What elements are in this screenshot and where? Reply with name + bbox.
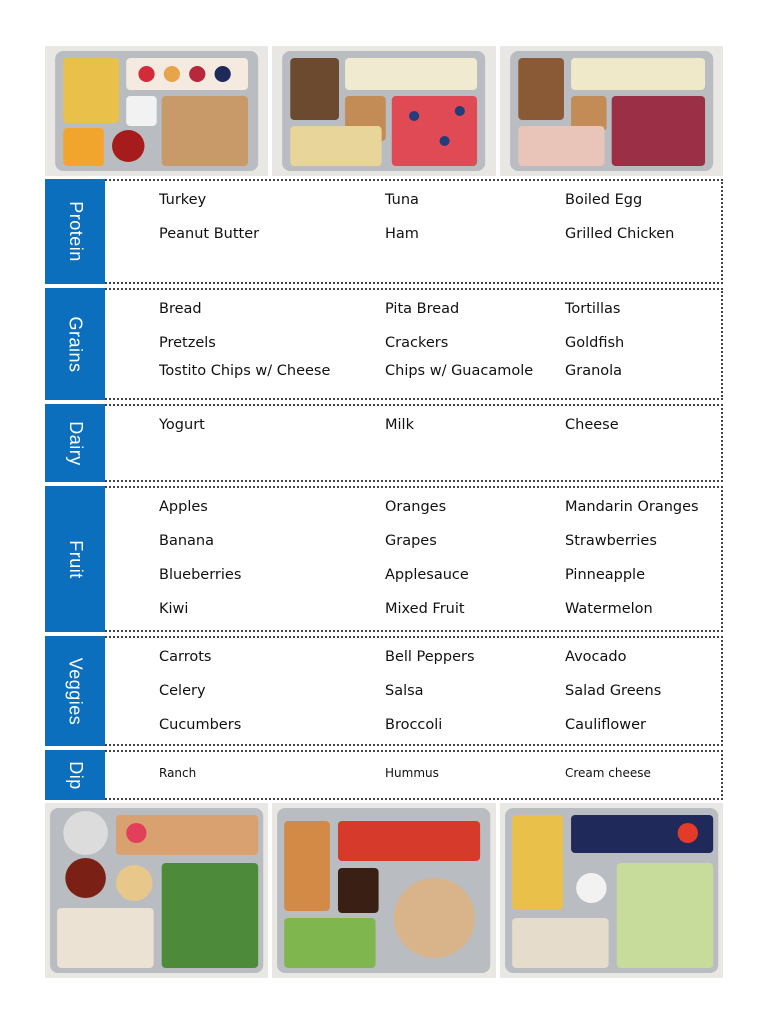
food-item: Banana [159,533,214,549]
food-item: Pretzels [159,335,216,351]
section-label [45,486,105,632]
section-grains [45,288,723,400]
food-item: Salad Greens [565,683,662,699]
food-item: Granola [565,363,623,379]
section-label [45,636,105,746]
food-item: Mixed Fruit [385,601,465,617]
food-item: Pita Bread [385,301,460,317]
food-item: Tortillas [565,301,621,317]
bottom-photo-strip [45,803,723,978]
item-row [105,558,721,592]
item-row [105,592,721,626]
item-row [105,292,721,326]
section-label-text: Dairy [65,420,86,466]
item-row [105,490,721,524]
item-row [105,217,721,251]
section-label [45,404,105,482]
item-row [105,640,721,674]
section-fruit [45,486,723,632]
food-item: Hummus [385,766,439,780]
section-label [45,288,105,400]
food-item: Boiled Egg [565,192,643,208]
food-item: Ham [385,226,419,242]
food-item: Pinneapple [565,567,645,583]
food-item: Turkey [159,192,207,208]
food-item: Bell Peppers [385,649,475,665]
section-protein [45,179,723,284]
item-row [105,708,721,742]
section-label-text: Grains [65,315,86,373]
food-item: Broccoli [385,717,443,733]
food-item: Cucumbers [159,717,242,733]
section-items [105,288,723,400]
food-item: Peanut Butter [159,226,260,242]
top-photo-strip [45,46,723,176]
food-item: Tuna [385,192,419,208]
food-item: Salsa [385,683,424,699]
food-item: Cheese [565,417,619,433]
section-label-text: Veggies [65,657,86,725]
section-label [45,179,105,284]
item-row [105,360,721,382]
food-item: Cream cheese [565,766,651,780]
food-item: Goldfish [565,335,625,351]
section-items [105,404,723,482]
food-item: Grapes [385,533,437,549]
food-item: Milk [385,417,414,433]
section-dip [45,750,723,800]
food-item: Cauliflower [565,717,647,733]
food-item: Bread [159,301,202,317]
section-label [45,750,105,800]
food-item: Strawberries [565,533,657,549]
section-items [105,179,723,284]
lunchbox-photo-4 [45,803,268,978]
food-item: Ranch [159,766,197,780]
item-row [105,183,721,217]
section-veggies [45,636,723,746]
food-item: Avocado [565,649,627,665]
food-item: Kiwi [159,601,189,617]
food-item: Crackers [385,335,449,351]
item-row [105,674,721,708]
food-item: Applesauce [385,567,469,583]
item-row [105,326,721,360]
lunchbox-photo-6 [500,803,723,978]
food-item: Grilled Chicken [565,226,675,242]
food-item: Watermelon [565,601,653,617]
food-item: Mandarin Oranges [565,499,699,515]
lunchbox-photo-5 [272,803,495,978]
food-item: Chips w/ Guacamole [385,363,534,379]
section-label-text: Fruit [65,539,86,579]
section-label-text: Dip [65,760,86,790]
food-item: Blueberries [159,567,242,583]
lunchbox-photo-3 [500,46,723,176]
section-items [105,636,723,746]
lunch-ideas-table [45,179,723,804]
food-item: Celery [159,683,206,699]
section-dairy [45,404,723,482]
section-items [105,486,723,632]
lunchbox-photo-1 [45,46,268,176]
food-item: Apples [159,499,208,515]
section-label-text: Protein [65,201,86,262]
lunchbox-photo-2 [272,46,495,176]
food-item: Tostito Chips w/ Cheese [159,363,331,379]
item-row [105,756,721,790]
section-items [105,750,723,800]
item-row [105,524,721,558]
food-item: Yogurt [159,417,205,433]
food-item: Carrots [159,649,212,665]
item-row [105,408,721,442]
food-item: Oranges [385,499,447,515]
